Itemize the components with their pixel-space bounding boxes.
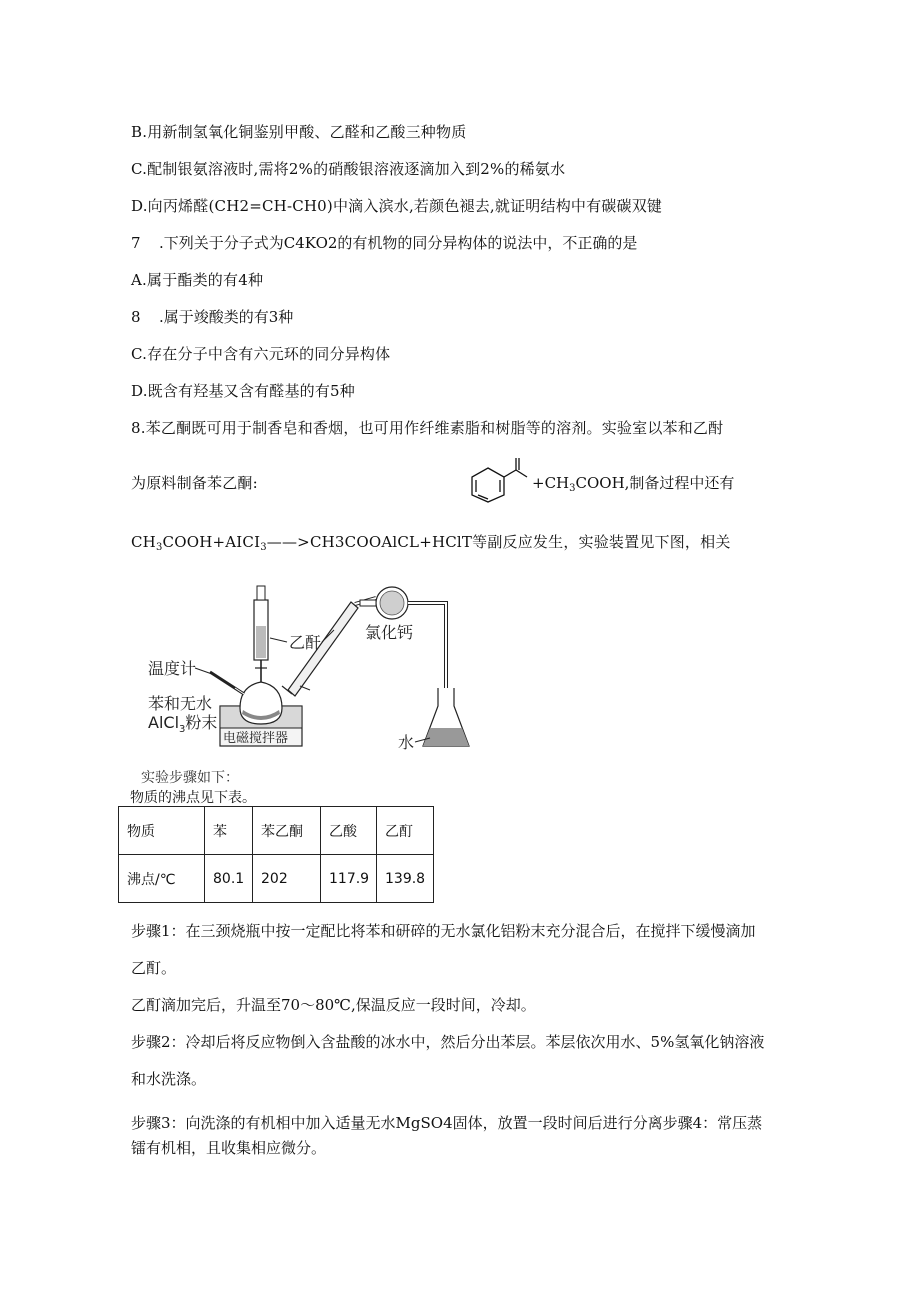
question-8-intro-left: 为原料制备苯乙酮:: [131, 474, 258, 492]
product-suffix: COOH,制备过程中还有: [575, 474, 735, 492]
option-7b: [131, 306, 293, 327]
side-sub-1: 3: [155, 542, 163, 553]
question-8-intro: 8.苯乙酮既可用于制香皂和香烟，也可用作纤维素脂和树脂等的溶剂。实验室以苯和乙酎: [131, 419, 724, 437]
option-7c: C.存在分子中含有六元环的同分异构体: [131, 345, 391, 363]
step-1-line-1: 步骤1：在三颈烧瓶中按一定配比将苯和研碎的无水氯化铝粉末充分混合后，在搅拌下缓慢滴加: [131, 922, 756, 940]
option-7d: D.既含有羟基又含有醛基的有5种: [131, 382, 356, 400]
side-part-b: COOH+AICI: [162, 533, 261, 551]
table-cell: 沸点/℃: [119, 855, 205, 903]
question-7-stem: [131, 232, 637, 253]
acetophenone-structure: [466, 452, 528, 508]
option-6b: B.用新制氢氧化铜鉴别甲酸、乙醛和乙酸三种物质: [131, 123, 467, 141]
reagents-formula: AlCl: [148, 713, 180, 732]
option-6d: D.向丙烯醛(CH2=CH-CH0)中滴入滨水,若颜色褪去,就证明结构中有碳碳双键: [131, 197, 663, 215]
thermometer-label: 温度计: [148, 659, 197, 678]
option-6c: C.配制银氨溶液时,需将2%的硝酸银溶液逐滴加入到2%的稀氨水: [131, 160, 566, 178]
table-cell: 物质: [119, 807, 205, 855]
side-part-c: ——>CH3COOAlCL+HClT等副反应发生，实验装置见下图，相关: [266, 533, 731, 551]
step-2-line-1: 步骤2：冷却后将反应物倒入含盐酸的冰水中，然后分出苯层。苯层依次用水、5%氢氧化钠溶液: [131, 1033, 765, 1051]
table-cell: 乙酸: [321, 807, 377, 855]
option-7b-text: .属于竣酸类的有3种: [159, 308, 294, 326]
steps-label: 实验步骤如下：: [141, 770, 239, 786]
reagents-label-1: 苯和无水: [148, 694, 213, 713]
question-7-text: .下列关于分子式为C4KO2的有机物的同分异构体的说法中，不正确的是: [159, 234, 638, 252]
table-row: [119, 855, 434, 903]
side-sub-2: 3: [260, 542, 267, 553]
step-2-line-2: 和水洗涤。: [131, 1070, 207, 1088]
step-3-line-2: 镭有机相，且收集相应微分。: [131, 1139, 327, 1157]
product-prefix: +CH: [532, 474, 570, 492]
step-3-line-1: 步骤3：向洗涤的有机相中加入适量无水MgSO4固体，放置一段时间后进行分离步骤4：常压蒸: [131, 1114, 763, 1132]
step-1-line-2: 乙酊。: [131, 959, 177, 977]
table-cell: 80.1: [205, 855, 253, 903]
boiling-point-table: [118, 806, 434, 903]
water-label: 水: [398, 733, 415, 752]
step-1-line-3: 乙酊滴加完后，升温至70～80℃,保温反应一段时间，冷却。: [131, 996, 536, 1014]
question-7-number: 7: [131, 234, 141, 252]
reaction-products: [532, 472, 734, 494]
table-caption: 物质的沸点见下表。: [130, 790, 256, 806]
option-7a: A.属于酯类的有4种: [131, 271, 264, 289]
anhydride-label: 乙酐: [289, 633, 322, 652]
side-part-a: CH: [131, 533, 156, 551]
product-subscript: 3: [569, 483, 576, 494]
side-reaction: [131, 531, 731, 553]
table-cell: 117.9: [321, 855, 377, 903]
option-7b-number: 8: [131, 308, 141, 326]
reagents-subscript: 3: [179, 724, 186, 735]
stirrer-label: 电磁搅拌器: [223, 731, 289, 746]
table-cell: 202: [253, 855, 321, 903]
apparatus-figure: [140, 578, 475, 753]
table-cell: 苯: [205, 807, 253, 855]
table-row: [119, 807, 434, 855]
table-cell: 乙酊: [377, 807, 434, 855]
table-cell: 苯乙酮: [253, 807, 321, 855]
table-cell: 139.8: [377, 855, 434, 903]
reagents-powder: 粉末: [185, 713, 218, 732]
calcium-chloride-label: 氯化钙: [365, 623, 414, 642]
